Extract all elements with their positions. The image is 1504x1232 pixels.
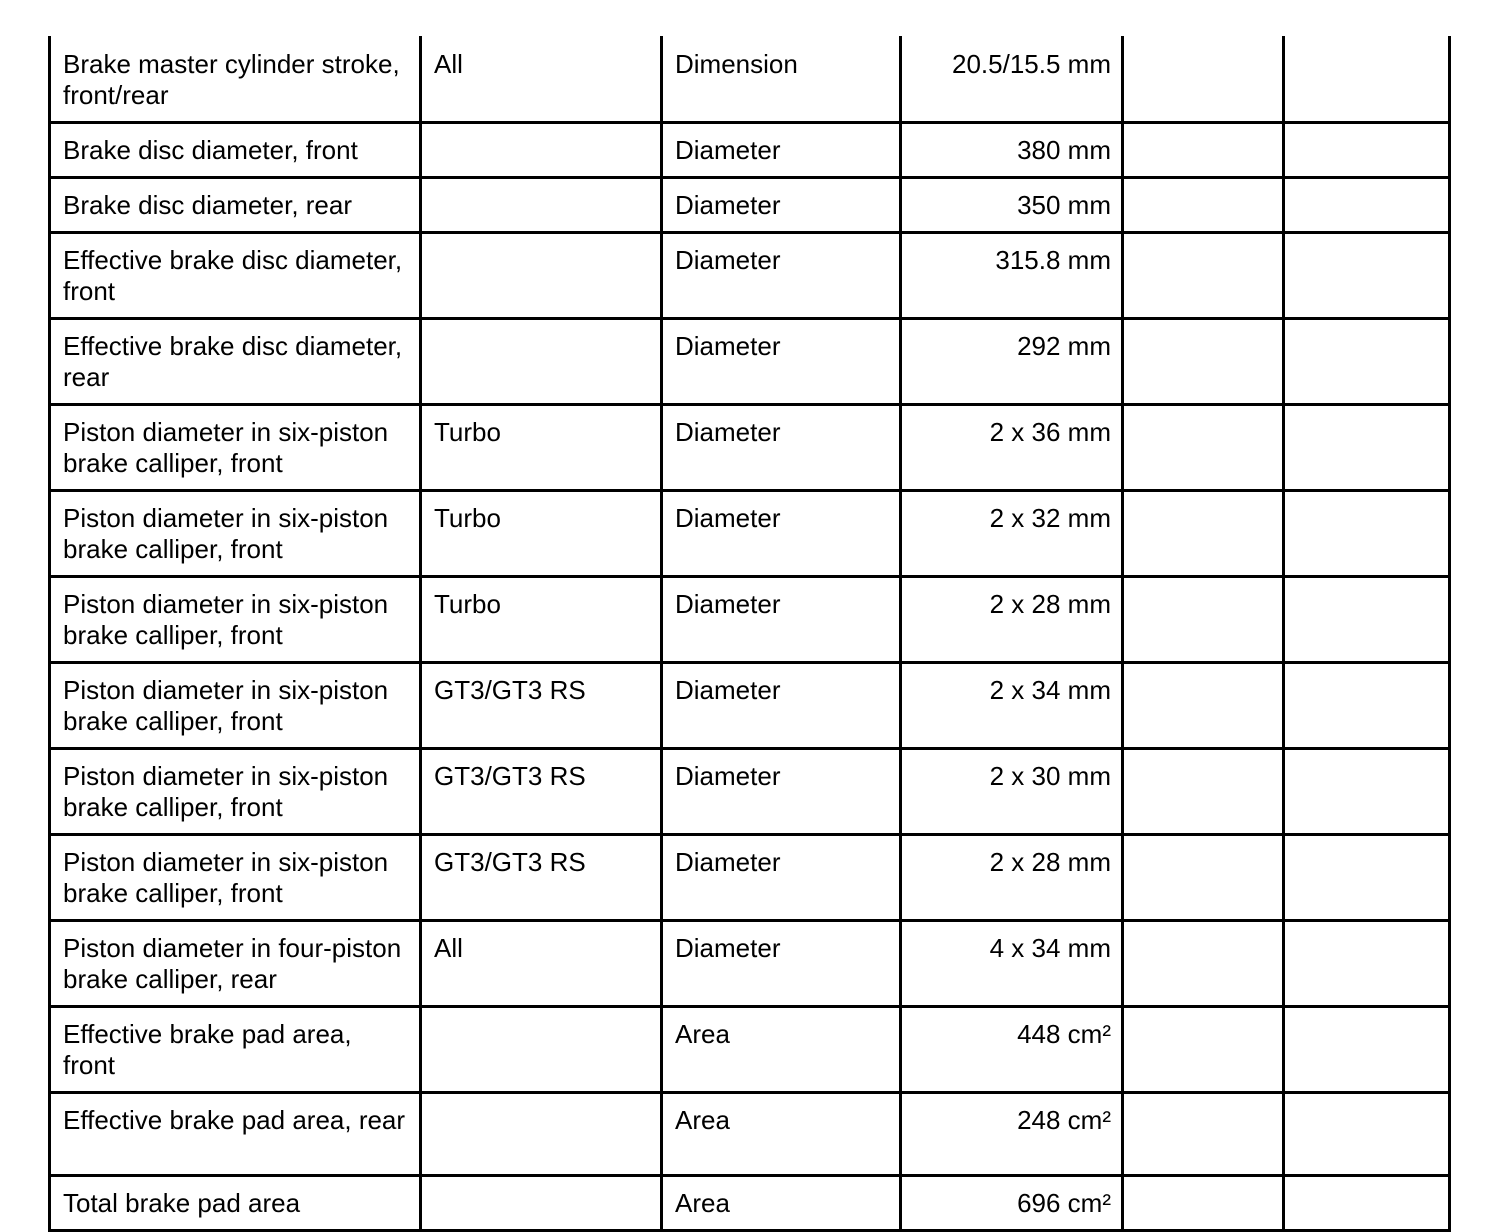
value-cell: 292 mm (901, 319, 1123, 405)
extra-cell (1123, 1007, 1284, 1093)
extra-cell (1123, 749, 1284, 835)
extra-cell (1123, 319, 1284, 405)
parameter-cell: Effective brake pad area, rear (50, 1093, 421, 1176)
extra-cell (1123, 123, 1284, 178)
table-row (50, 1093, 1450, 1176)
extra-cell (1123, 1176, 1284, 1231)
model-cell (421, 233, 662, 319)
table-row (50, 178, 1450, 233)
value-cell: 248 cm² (901, 1093, 1123, 1176)
parameter-cell: Piston diameter in six-piston brake calliper, front (50, 491, 421, 577)
table-row (50, 749, 1450, 835)
parameter-cell: Total brake pad area (50, 1176, 421, 1231)
model-cell: Turbo (421, 491, 662, 577)
extra-cell (1123, 233, 1284, 319)
parameter-cell: Piston diameter in six-piston brake calliper, front (50, 405, 421, 491)
type-cell: Diameter (662, 835, 901, 921)
value-cell: 2 x 36 mm (901, 405, 1123, 491)
extra-cell (1123, 663, 1284, 749)
extra-cell (1123, 36, 1284, 123)
extra-cell (1123, 491, 1284, 577)
parameter-cell: Effective brake disc diameter, rear (50, 319, 421, 405)
value-cell: 2 x 34 mm (901, 663, 1123, 749)
extra-cell (1284, 1176, 1450, 1231)
table-row (50, 405, 1450, 491)
model-cell (421, 1176, 662, 1231)
type-cell: Dimension (662, 36, 901, 123)
type-cell: Diameter (662, 491, 901, 577)
type-cell: Diameter (662, 405, 901, 491)
value-cell: 2 x 30 mm (901, 749, 1123, 835)
value-cell: 4 x 34 mm (901, 921, 1123, 1007)
value-cell: 20.5/15.5 mm (901, 36, 1123, 123)
model-cell (421, 319, 662, 405)
parameter-cell: Piston diameter in six-piston brake calliper, front (50, 577, 421, 663)
table-row (50, 36, 1450, 123)
type-cell: Diameter (662, 233, 901, 319)
table-row (50, 123, 1450, 178)
extra-cell (1284, 319, 1450, 405)
model-cell: Turbo (421, 405, 662, 491)
model-cell (421, 1007, 662, 1093)
parameter-cell: Piston diameter in six-piston brake calliper, front (50, 835, 421, 921)
type-cell: Diameter (662, 749, 901, 835)
parameter-cell: Piston diameter in six-piston brake calliper, front (50, 749, 421, 835)
model-cell (421, 1093, 662, 1176)
extra-cell (1284, 1007, 1450, 1093)
model-cell: All (421, 36, 662, 123)
extra-cell (1284, 178, 1450, 233)
model-cell: GT3/GT3 RS (421, 835, 662, 921)
model-cell (421, 178, 662, 233)
table-row (50, 835, 1450, 921)
extra-cell (1284, 233, 1450, 319)
table-row (50, 491, 1450, 577)
model-cell: GT3/GT3 RS (421, 663, 662, 749)
value-cell: 350 mm (901, 178, 1123, 233)
type-cell: Diameter (662, 178, 901, 233)
type-cell: Area (662, 1093, 901, 1176)
extra-cell (1284, 577, 1450, 663)
extra-cell (1284, 663, 1450, 749)
table-row (50, 663, 1450, 749)
extra-cell (1284, 123, 1450, 178)
parameter-cell: Piston diameter in four-piston brake calliper, rear (50, 921, 421, 1007)
table-row (50, 1176, 1450, 1231)
table-row (50, 233, 1450, 319)
table-row (50, 1007, 1450, 1093)
parameter-cell: Piston diameter in six-piston brake calliper, front (50, 663, 421, 749)
value-cell: 2 x 32 mm (901, 491, 1123, 577)
extra-cell (1123, 178, 1284, 233)
type-cell: Diameter (662, 921, 901, 1007)
model-cell: GT3/GT3 RS (421, 749, 662, 835)
value-cell: 2 x 28 mm (901, 835, 1123, 921)
parameter-cell: Effective brake disc diameter, front (50, 233, 421, 319)
extra-cell (1284, 749, 1450, 835)
value-cell: 380 mm (901, 123, 1123, 178)
parameter-cell: Brake master cylinder stroke, front/rear (50, 36, 421, 123)
type-cell: Area (662, 1007, 901, 1093)
extra-cell (1284, 36, 1450, 123)
extra-cell (1284, 921, 1450, 1007)
type-cell: Diameter (662, 663, 901, 749)
extra-cell (1123, 405, 1284, 491)
parameter-cell: Effective brake pad area, front (50, 1007, 421, 1093)
extra-cell (1123, 577, 1284, 663)
table-row (50, 319, 1450, 405)
type-cell: Diameter (662, 123, 901, 178)
type-cell: Diameter (662, 577, 901, 663)
model-cell: All (421, 921, 662, 1007)
extra-cell (1123, 1093, 1284, 1176)
value-cell: 2 x 28 mm (901, 577, 1123, 663)
table-row (50, 577, 1450, 663)
extra-cell (1284, 405, 1450, 491)
extra-cell (1123, 921, 1284, 1007)
model-cell: Turbo (421, 577, 662, 663)
table-row (50, 921, 1450, 1007)
extra-cell (1284, 1093, 1450, 1176)
extra-cell (1123, 835, 1284, 921)
type-cell: Area (662, 1176, 901, 1231)
parameter-cell: Brake disc diameter, rear (50, 178, 421, 233)
value-cell: 448 cm² (901, 1007, 1123, 1093)
parameter-cell: Brake disc diameter, front (50, 123, 421, 178)
value-cell: 696 cm² (901, 1176, 1123, 1231)
extra-cell (1284, 491, 1450, 577)
spec-table (48, 36, 1451, 1232)
model-cell (421, 123, 662, 178)
type-cell: Diameter (662, 319, 901, 405)
value-cell: 315.8 mm (901, 233, 1123, 319)
extra-cell (1284, 835, 1450, 921)
